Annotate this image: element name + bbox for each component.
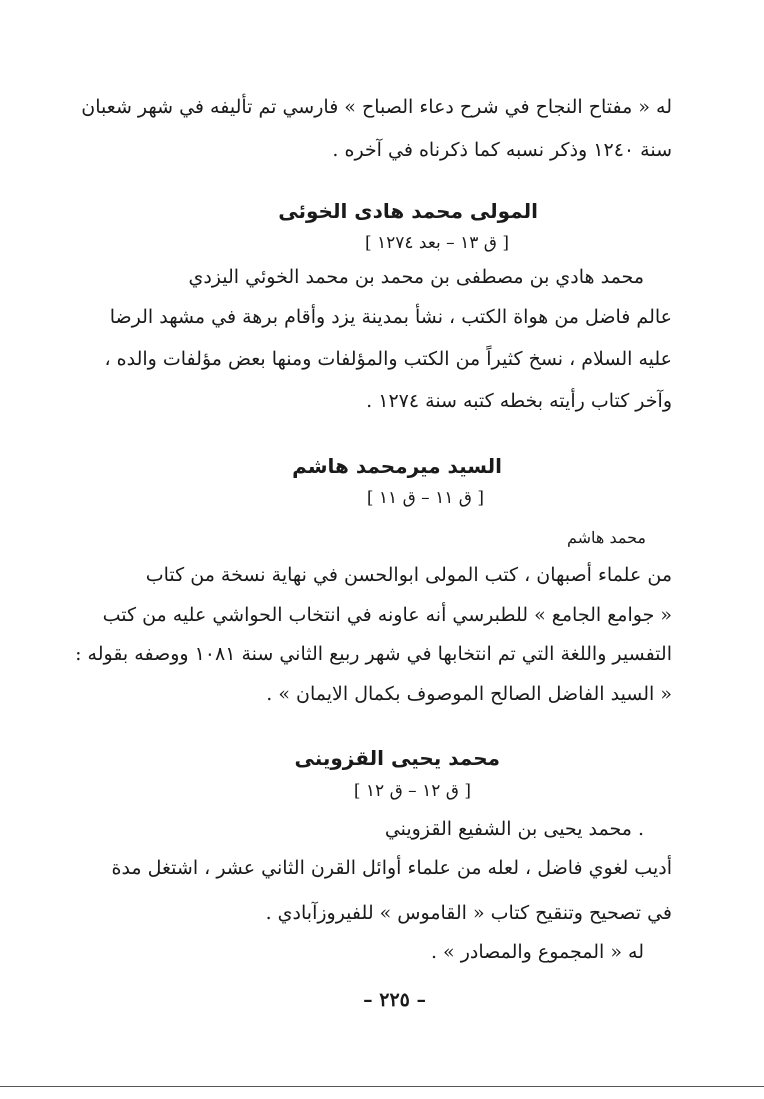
entry-dates: [ ق ١٣ – بعد ١٢٧٤ ] [364, 233, 509, 253]
entry-dates: [ ق ١١ – ق ١١ ] [366, 488, 484, 508]
entry-body-line: له « المجموع والمصادر » . [430, 941, 644, 963]
entry-name-line: محمد هاشم [567, 528, 646, 547]
entry-title: المولى محمد هادى الخوئى [278, 199, 538, 223]
entry-name-line: محمد هادي بن مصطفى بن محمد بن محمد الخوئي اليزدي [188, 266, 644, 288]
entry-name-line: . محمد يحيى بن الشفيع القزويني [384, 818, 644, 840]
entry-body-line: من علماء أصبهان ، كتب المولى ابوالحسن في نهاية نسخة من كتاب [145, 564, 672, 586]
page-number: – ٢٢٥ – [363, 989, 426, 1011]
entry-body-line: « السيد الفاضل الصالح الموصوف بكمال الايمان » . [266, 683, 672, 705]
entry-body-line: « جوامع الجامع » للطبرسي أنه عاونه في انتخاب الحواشي عليه من كتب [102, 604, 672, 626]
intro-line-1: له « مفتاح النجاح في شرح دعاء الصباح » فارسي تم تأليفه في شهر شعبان [81, 96, 672, 118]
entry-title: السيد ميرمحمد هاشم [292, 454, 502, 478]
entry-body-line: في تصحيح وتنقيح كتاب « القاموس » للفيروزآبادي . [265, 902, 672, 924]
entry-body-line: عليه السلام ، نسخ كثيراً من الكتب والمؤلفات ومنها بعض مؤلفات والده ، [104, 348, 672, 370]
intro-line-2: سنة ١٢٤٠ وذكر نسبه كما ذكرناه في آخره . [332, 139, 672, 161]
entry-body-line: وآخر كتاب رأيته بخطه كتبه سنة ١٢٧٤ . [366, 390, 672, 412]
entry-dates: [ ق ١٢ – ق ١٢ ] [353, 781, 471, 801]
bottom-rule [0, 1086, 764, 1087]
entry-title: محمد يحيى القزوينى [294, 746, 500, 770]
entry-body-line: أديب لغوي فاضل ، لعله من علماء أوائل القرن الثاني عشر ، اشتغل مدة [111, 857, 672, 879]
entry-body-line: عالم فاضل من هواة الكتب ، نشأ بمدينة يزد وأقام برهة في مشهد الرضا [109, 306, 672, 328]
entry-body-line: التفسير واللغة التي تم انتخابها في شهر ربيع الثاني سنة ١٠٨١ ووصفه بقوله : [75, 643, 672, 665]
